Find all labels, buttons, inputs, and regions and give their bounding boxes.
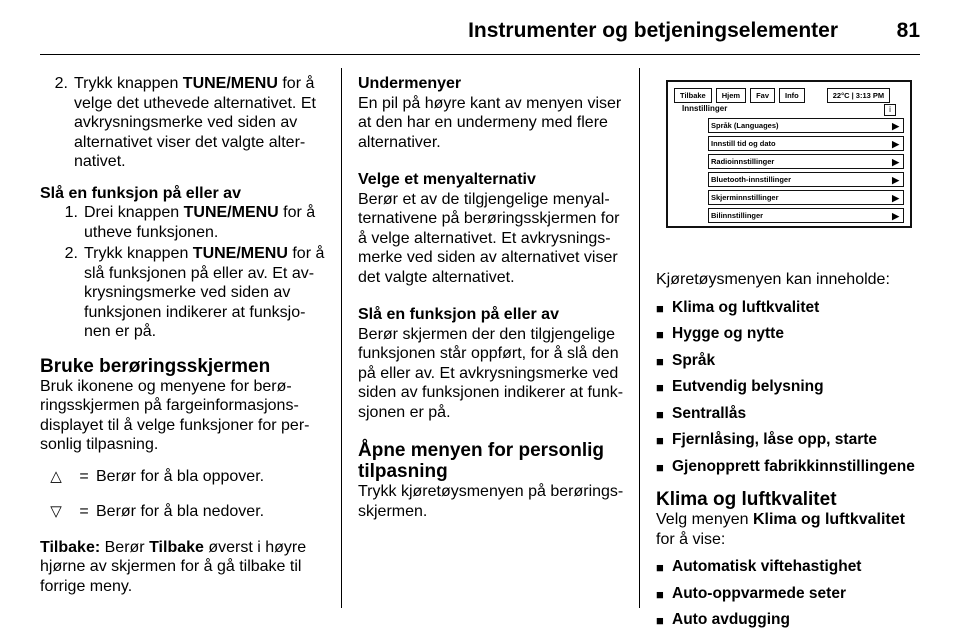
chevron-right-icon: ▶ — [892, 211, 899, 221]
section-title: Bruke berøringsskjermen — [40, 355, 271, 377]
menu-item-language[interactable] — [708, 118, 904, 133]
list-item-text: Automatisk viftehastighet — [672, 558, 862, 575]
list-item-text: Hygge og nytte — [672, 325, 784, 342]
step-number: 1. — [64, 204, 78, 221]
text: Berør — [100, 538, 150, 556]
list-item — [656, 430, 920, 451]
bullet-icon: ■ — [656, 586, 664, 602]
step-number: 2. — [64, 245, 78, 262]
chevron-right-icon: ▶ — [892, 157, 899, 167]
menu-item-label: Bluetooth-innstillinger — [711, 175, 791, 184]
bullet-icon: ■ — [656, 406, 664, 422]
menu-item-label: Skjerminnstillinger — [711, 193, 779, 202]
list-item-text: Språk — [672, 351, 716, 369]
menu-item-vehicle[interactable] — [708, 208, 904, 223]
list-item-text: Sentrallås — [672, 404, 747, 422]
key-name: TUNE/MENU — [182, 75, 278, 92]
tab-fav[interactable]: Fav — [750, 88, 775, 103]
step-text — [74, 74, 326, 172]
equals: = — [79, 467, 89, 485]
paragraph: Berør skjermen der den tilgjengelige funksjonen står oppført, for å slå den på eller av. Et avkrysningsmerke ved siden av funksjonen indikerer at funksjonen er på. — [358, 325, 624, 421]
column-1 — [40, 74, 326, 608]
text: for å utheve funksjonen. — [84, 204, 316, 241]
step-1 — [40, 203, 326, 242]
step-text — [84, 244, 326, 342]
chevron-right-icon: ▶ — [892, 121, 899, 131]
menu-item-label: Bilinnstillinger — [711, 211, 764, 220]
list-item-text: Auto avdugging — [672, 611, 790, 628]
section-title: Klima og luftkvalitet — [656, 489, 837, 510]
menu-item-label: Innstill tid og dato — [711, 139, 776, 148]
scroll-up-icon: △ — [50, 467, 62, 485]
menu-item-label: Språk (Languages) — [711, 121, 779, 130]
list-item — [656, 610, 920, 631]
scroll-down-text: Berør for å bla nedover. — [96, 503, 265, 520]
list-item-text: Fjernlåsing, låse opp, starte — [672, 431, 878, 448]
column-2 — [358, 74, 626, 533]
text: øverst i høyre hjørne av skjermen for å gå tilbake til forrige meny. — [40, 538, 307, 595]
text: Drei knappen — [84, 204, 184, 221]
scroll-down-row — [40, 502, 326, 522]
info-icon[interactable]: i — [884, 104, 896, 116]
list-item-text: Gjenopprett fabrikkinnstillingene — [672, 457, 915, 475]
screen-frame — [666, 80, 912, 228]
paragraph: En pil på høyre kant av menyen viser at den har en undermeny med flere alternativer. — [358, 94, 622, 151]
menu-item-radio[interactable] — [708, 154, 904, 169]
paragraph — [656, 510, 920, 549]
section-heading: Slå en funksjon på eller av — [358, 306, 559, 323]
screen-title: Innstillinger — [682, 104, 728, 113]
section-title: Åpne menyen for personlig tilpasning — [358, 440, 604, 482]
paragraph: Bruk ikonene og menyene for berøringsskjermen på fargeinformasjonsdisplayet til å velge funksjoner for personlig tilpasning. — [40, 377, 310, 453]
step-text — [84, 203, 326, 242]
key-name: TUNE/MENU — [183, 204, 279, 221]
numbered-list — [40, 203, 326, 342]
section-heading: Slå en funksjon på eller av — [40, 184, 241, 202]
bullet-icon: ■ — [656, 300, 664, 316]
chevron-right-icon: ▶ — [892, 175, 899, 185]
list-item-text: Klima og luftkvalitet — [672, 298, 820, 316]
bullet-icon: ■ — [656, 560, 664, 575]
bullet-icon: ■ — [656, 327, 664, 342]
chevron-right-icon: ▶ — [892, 139, 899, 149]
settings-menu-list — [708, 118, 904, 226]
tab-back[interactable]: Tilbake — [674, 88, 712, 103]
menu-item-time-date[interactable] — [708, 136, 904, 151]
menu-item-bluetooth[interactable] — [708, 172, 904, 187]
column-divider — [341, 68, 342, 608]
bullet-icon: ■ — [656, 613, 664, 628]
chevron-right-icon: ▶ — [892, 193, 899, 203]
menu-name: Klima og luftkvalitet — [752, 511, 905, 528]
paragraph: Trykk kjøretøysmenyen på berøringsskjermen. — [358, 483, 624, 520]
header-title: Instrumenter og betjeningselementer — [468, 19, 838, 42]
back-paragraph — [40, 538, 326, 597]
step-2 — [40, 244, 326, 342]
list-item — [656, 351, 920, 372]
climate-list — [656, 557, 920, 631]
settings-screen-illustration — [656, 74, 918, 236]
back-label: Tilbake: — [40, 538, 101, 556]
tab-info[interactable]: Info — [779, 88, 805, 103]
list-item — [656, 557, 920, 578]
equals: = — [79, 503, 89, 520]
key-name: TUNE/MENU — [192, 245, 288, 262]
screen-tab-bar — [674, 88, 894, 102]
column-divider — [639, 68, 640, 608]
text: Trykk knappen — [84, 245, 193, 262]
list-item — [656, 298, 920, 319]
scroll-up-row — [40, 467, 326, 487]
bullet-icon: ■ — [656, 459, 664, 475]
scroll-down-icon: ▽ — [50, 503, 62, 520]
text: for å velge det uthevede alternativet. Et avkrysningsmerke ved siden av alternativet viser det valgte alternativet. — [74, 75, 316, 170]
vehicle-menu-list — [656, 298, 920, 478]
menu-item-display[interactable] — [708, 190, 904, 205]
tab-home[interactable]: Hjem — [716, 88, 746, 103]
bullet-icon: ■ — [656, 380, 664, 395]
list-item — [656, 324, 920, 345]
paragraph: Kjøretøysmenyen kan inneholde: — [656, 271, 890, 288]
menu-item-label: Radioinnstillinger — [711, 157, 775, 166]
list-item — [656, 377, 920, 398]
bullet-icon: ■ — [656, 353, 664, 369]
text: for å vise: — [656, 530, 726, 548]
scroll-up-text: Berør for å bla oppover. — [96, 467, 265, 485]
text: Velg menyen — [656, 511, 753, 528]
header-rule — [40, 54, 920, 55]
key-name: Tilbake — [149, 538, 204, 556]
bullet-icon: ■ — [656, 433, 664, 448]
column-3 — [656, 270, 920, 637]
step-number: 2. — [54, 75, 68, 92]
step-2 — [40, 74, 326, 172]
text: Trykk knappen — [74, 75, 183, 92]
list-item-text: Eutvendig belysning — [672, 378, 824, 395]
list-item — [656, 584, 920, 605]
list-item — [656, 457, 920, 478]
status-readout: 22°C | 3:13 PM — [827, 88, 890, 103]
page-number: 81 — [896, 19, 920, 42]
section-heading: Velge et menyalternativ — [358, 171, 536, 188]
list-item-text: Auto-oppvarmede seter — [672, 584, 846, 602]
text: for å slå funksjonen på eller av. Et avkrysningsmerke ved siden av funksjonen indikerer at funksjonen er på. — [84, 245, 325, 340]
list-item — [656, 404, 920, 425]
paragraph: Berør et av de tilgjengelige menyalternativene på berøringsskjermen for å velge alternativet. Et avkrysningsmerke ved siden av alternativet viser det valgte alternativet. — [358, 190, 620, 286]
page-header — [0, 16, 960, 48]
section-heading: Undermenyer — [358, 75, 462, 92]
